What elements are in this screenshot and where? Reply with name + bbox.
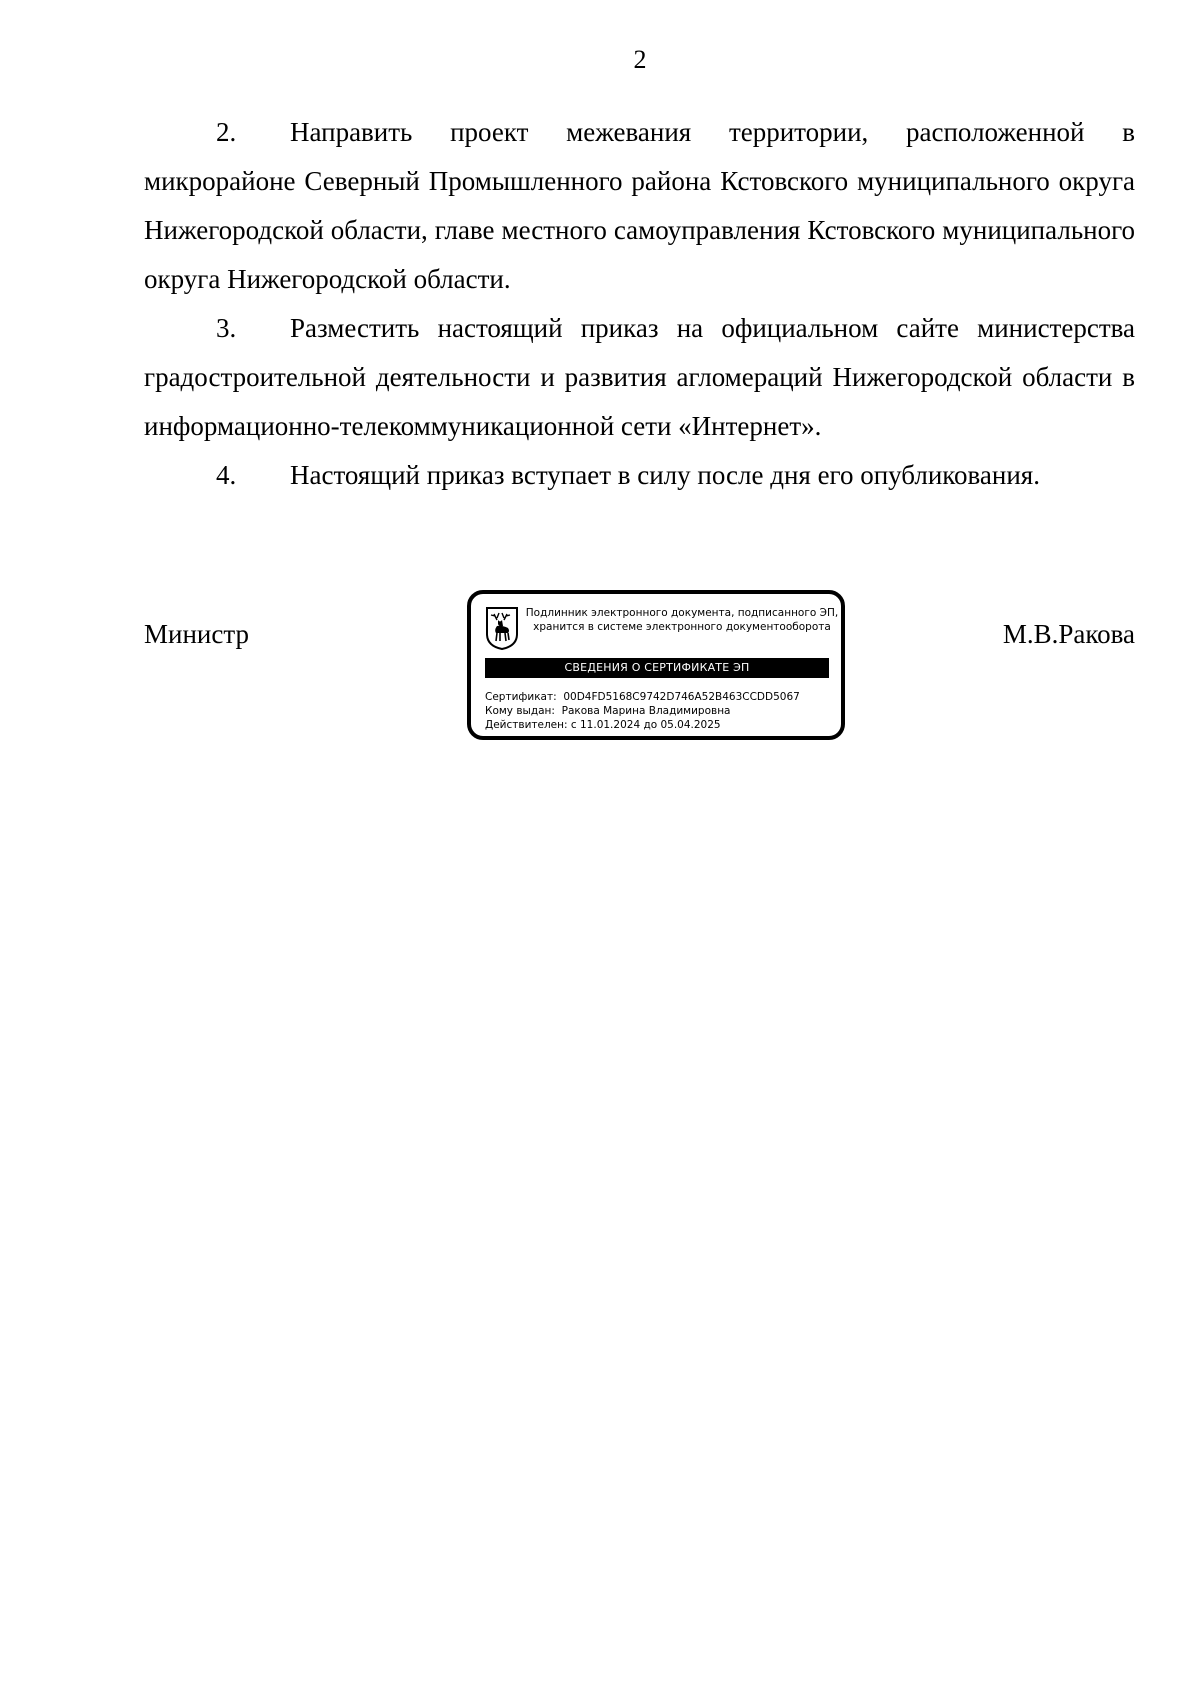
stamp-header [523,606,841,634]
validity-value: с 11.01.2024 до 05.04.2025 [570,719,721,731]
page-number: 2 [633,45,647,74]
stamp-details [485,690,835,732]
paragraph-text: Настоящий приказ вступает в силу после дня его опубликования. [290,460,1040,490]
validity-label: Действителен: [485,719,568,731]
deer-coat-of-arms-icon [485,606,519,650]
certificate-line [485,690,835,704]
signature-block [144,590,1135,760]
signer-position: Министр [144,619,249,649]
paragraph-2 [144,108,1135,304]
stamp-banner: СВЕДЕНИЯ О СЕРТИФИКАТЕ ЭП [485,658,829,678]
issued-to-value: Ракова Марина Владимировна [561,705,731,717]
issued-to-label: Кому выдан: [485,705,555,717]
certificate-label: Сертификат: [485,691,557,703]
issued-to-line [485,704,835,718]
stamp-header-line: хранится в системе электронного документооборота [533,621,831,633]
paragraph-number: 3. [216,313,237,343]
signer-name: М.В.Ракова [1002,619,1135,649]
paragraph-number: 2. [216,117,237,147]
validity-line [485,718,835,732]
electronic-signature-stamp [467,590,845,740]
stamp-header-line: Подлинник электронного документа, подписанного ЭП, [525,607,839,619]
paragraph-3 [144,304,1135,451]
paragraph-text: Направить проект межевания территории, расположенной в микрорайоне Северный Промышленного района Кстовского муниципального округа Нижегородской области, главе местного самоуправления Кстовского муниципального округа Нижегородской области. [144,117,1135,294]
certificate-value: 00D4FD5168C9742D746A52B463CCDD5067 [563,691,800,703]
paragraph-text: Разместить настоящий приказ на официальном сайте министерства градостроительной деятельности и развития агломераций Нижегородской области в информационно-телекоммуникационной сети «Интернет». [144,313,1135,441]
document-body [144,108,1135,500]
paragraph-number: 4. [216,460,237,490]
paragraph-4 [144,451,1135,500]
